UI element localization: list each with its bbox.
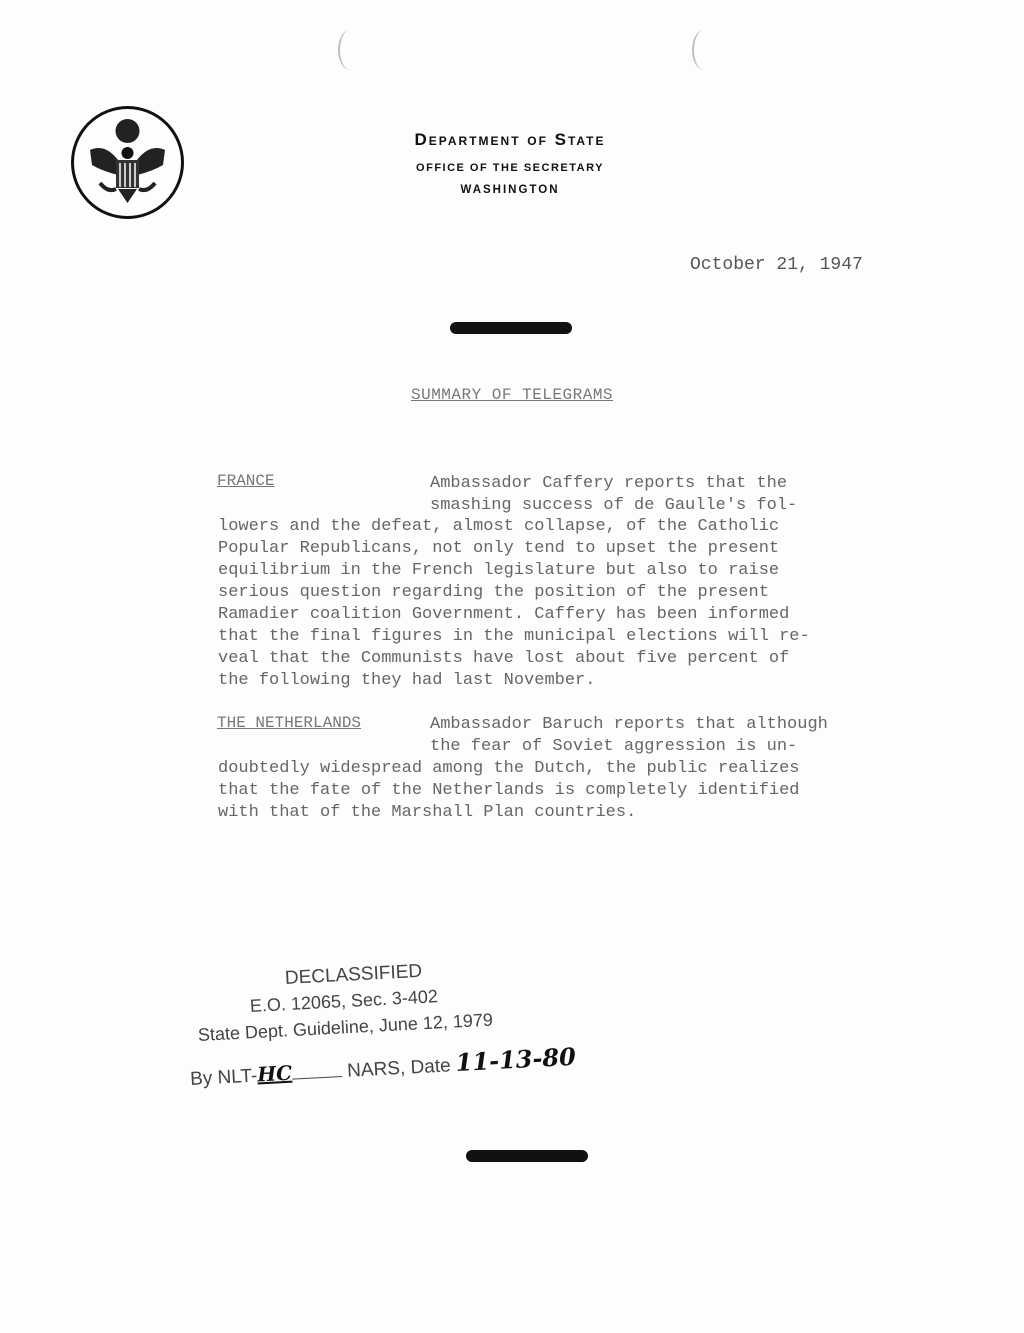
paragraph-line: lowers and the defeat, almost collapse, of the Catholic [218,517,780,536]
handwritten-initials: HC [256,1060,293,1087]
paragraph-line: Ambassador Caffery reports that the [430,474,788,493]
paragraph-line: Ambassador Baruch reports that although [430,715,828,734]
handwritten-date: 11-13-80 [454,1041,577,1078]
paragraph-line: Popular Republicans, not only tend to upset the present [218,539,780,558]
section-label-france: FRANCE [217,472,275,490]
paragraph-line: the fear of Soviet aggression is un- [430,737,798,756]
stamp-prefix: By NLT- [189,1065,258,1090]
paragraph-line: that the fate of the Netherlands is completely identified [218,781,800,800]
office-subtitle: OFFICE OF THE SECRETARY [416,162,604,174]
city-subtitle: WASHINGTON [460,184,560,196]
paragraph-line: equilibrium in the French legislature but also to raise [218,561,780,580]
stamp-signoff-line [189,1042,576,1091]
document-date: October 21, 1947 [690,255,863,275]
paragraph-line: veal that the Communists have lost about five percent of [218,649,790,668]
paragraph-line: Ramadier coalition Government. Caffery has been informed [218,605,790,624]
redaction-bar [466,1150,588,1162]
document-heading: SUMMARY OF TELEGRAMS [410,386,614,404]
great-seal-icon [70,105,185,220]
paragraph-line: doubtedly widespread among the Dutch, the public realizes [218,759,800,778]
paragraph-line: with that of the Marshall Plan countries. [218,803,637,822]
redaction-bar [450,322,572,334]
section-label-netherlands: THE NETHERLANDS [217,714,362,732]
paragraph-line: smashing success of de Gaulle's fol- [430,496,798,515]
stamp-authority-line: E.O. 12065, Sec. 3-402 [249,986,439,1016]
punch-hole-mark [338,30,362,70]
paragraph-line: serious question regarding the position of the present [218,583,769,602]
paragraph-line: the following they had last November. [218,671,596,690]
stamp-mid: NARS, Date [346,1055,452,1082]
declassified-stamp: DECLASSIFIED [284,960,423,989]
paragraph-line: that the final figures in the municipal elections will re- [218,627,810,646]
punch-hole-mark [692,30,716,70]
stamp-guideline-line: State Dept. Guideline, June 12, 1979 [197,1009,494,1045]
department-title: Department of State [414,130,606,149]
